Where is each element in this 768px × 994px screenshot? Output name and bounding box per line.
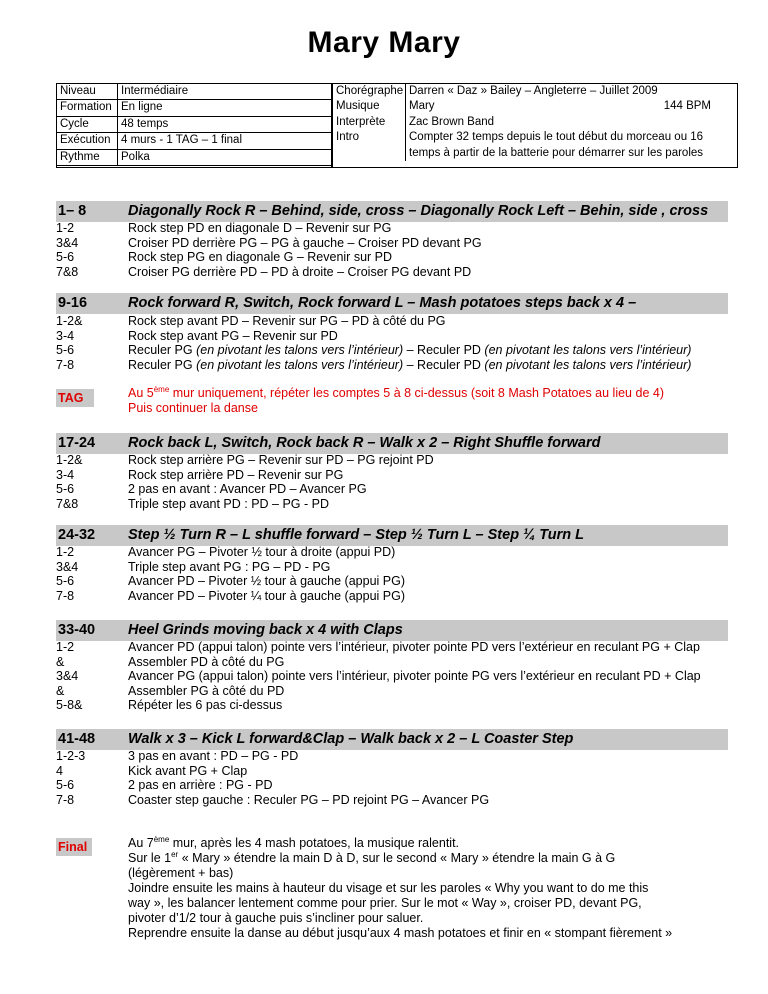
info-table-right [332, 83, 738, 168]
info-key: Musique [336, 100, 380, 113]
step-row [56, 545, 756, 560]
step-text: Avancer PD – Pivoter ¼ tour à gauche (appui PG) [128, 588, 406, 603]
section-steps [56, 640, 756, 713]
final-l1-post: mur, après les 4 mash potatoes, la musique ralentit. [169, 836, 460, 850]
info-value: 4 murs - 1 TAG – 1 final [117, 133, 331, 148]
tag-label: TAG [56, 389, 94, 407]
info-row-cycle [57, 117, 331, 133]
step-count: 7-8 [56, 357, 75, 372]
step-text: Assembler PG à côté du PD [128, 683, 285, 698]
step-count: 3&4 [56, 559, 79, 574]
step-count: 4 [56, 763, 63, 778]
step-text: Répéter les 6 pas ci-dessus [128, 698, 283, 712]
info-table-left [56, 83, 332, 168]
step-text: Rock step arrière PG – Revenir sur PD – PG rejoint PD [128, 453, 434, 467]
section-counts: 24-32 [58, 527, 96, 543]
info-key: Interprète [336, 115, 386, 128]
step-count: 5-6 [56, 482, 75, 496]
final-l2-post: « Mary » étendre la main D à D, sur le second « Mary » étendre la main G à G [178, 851, 616, 865]
step-count: & [56, 683, 65, 698]
info-key: Niveau [60, 85, 96, 97]
step-row [56, 764, 756, 779]
step-text: Avancer PD – Pivoter ½ tour à gauche (appui PG) [128, 574, 406, 588]
final-l3: (légèrement + bas) [128, 866, 234, 880]
step-count: 7&8 [56, 496, 79, 511]
info-value: 48 temps [117, 117, 331, 132]
step-row [56, 265, 756, 280]
step-row [56, 329, 756, 344]
final-l5: way », les balancer lentement comme pour prier. Sur le mot « Way », croiser PD, devant PG, [128, 896, 642, 910]
step-row [56, 236, 756, 251]
final-l2-pre: Sur le 1 [128, 851, 172, 865]
tag-line2: Puis continuer la danse [128, 401, 258, 415]
step-text: Rock step arrière PD – Revenir sur PG [128, 467, 344, 482]
info-row-formation [57, 100, 331, 116]
step-count: 7&8 [56, 264, 79, 279]
step-row [56, 655, 756, 670]
step-text: Triple step avant PG : PG – PD - PG [128, 559, 331, 574]
step-row [56, 684, 756, 699]
step-count: 7-8 [56, 792, 75, 807]
step-count: 5-6 [56, 778, 75, 792]
step-text: Coaster step gauche : Reculer PG – PD rejoint PG – Avancer PG [128, 792, 490, 807]
section-header [56, 620, 728, 641]
section-counts: 41-48 [58, 731, 96, 747]
final-l4: Joindre ensuite les mains à hauteur du visage et sur les paroles « Why you want to do me this [128, 881, 649, 895]
final-l1-pre: Au 7 [128, 836, 154, 850]
step-row [56, 468, 756, 483]
info-value: Compter 32 temps depuis le tout début du morceau ou 16 temps à partir de la batterie pour démarrer sur les paroles [405, 130, 737, 161]
section-steps [56, 749, 756, 807]
section-header [56, 433, 728, 454]
step-count: 3-4 [56, 328, 75, 343]
final-label: Final [56, 838, 92, 856]
music-title: Mary [409, 100, 435, 113]
info-key: Intro [336, 131, 360, 144]
section-title: Diagonally Rock R – Behind, side, cross – Diagonally Rock Left – Behin, side , cross [128, 203, 709, 219]
step-row [56, 497, 756, 512]
step-count: 7-8 [56, 588, 75, 603]
step-count: & [56, 654, 65, 669]
step-note: (en pivotant les talons vers l’intérieur) [196, 357, 404, 372]
final-l6: pivoter d’1/2 tour à gauche puis s’incliner pour saluer. [128, 911, 424, 925]
info-row-choreographe [333, 84, 737, 99]
final-text [128, 836, 758, 941]
info-value: Intermédiaire [117, 84, 331, 99]
section-header [56, 293, 728, 314]
step-text: Rock step PG en diagonale G – Revenir sur PD [128, 250, 393, 264]
section-title: Rock back L, Switch, Rock back R – Walk x 2 – Right Shuffle forward [128, 435, 601, 451]
tag-pre: Au 5 [128, 386, 154, 400]
info-value: Zac Brown Band [405, 115, 737, 130]
step-text: Assembler PD à côté du PG [128, 654, 285, 669]
section-title: Walk x 3 – Kick L forward&Clap – Walk back x 2 – L Coaster Step [128, 731, 574, 747]
step-row [56, 221, 756, 236]
tag-sup: ème [153, 384, 170, 394]
info-key: Exécution [60, 134, 111, 147]
step-row [56, 453, 756, 468]
step-row [56, 698, 756, 713]
step-text: Kick avant PG + Clap [128, 763, 248, 778]
step-count: 1-2 [56, 640, 75, 654]
section-steps [56, 314, 756, 372]
step-count: 1-2& [56, 453, 83, 467]
step-text-b: – Reculer PD [403, 357, 485, 372]
step-text-b: – Reculer PD [403, 343, 485, 357]
step-text-a: Reculer PG [128, 343, 197, 357]
step-row [56, 640, 756, 655]
section-counts: 1– 8 [58, 203, 87, 219]
info-row-intro [333, 130, 737, 161]
step-text [128, 358, 756, 373]
step-row [56, 314, 756, 329]
step-count: 5-6 [56, 250, 75, 264]
step-row [56, 778, 756, 793]
step-count: 5-6 [56, 574, 75, 588]
tag-text [128, 386, 664, 416]
info-row-interprete [333, 115, 737, 130]
step-count: 1-2& [56, 314, 83, 328]
music-bpm: 144 BPM [663, 100, 711, 113]
step-count: 3&4 [56, 669, 79, 683]
step-text-a: Reculer PG [128, 357, 197, 372]
section-counts: 9-16 [58, 295, 88, 311]
info-row-niveau [57, 84, 331, 100]
section-title: Step ½ Turn R – L shuffle forward – Step ½ Turn L – Step ¼ Turn L [128, 527, 585, 543]
step-text: Rock step avant PG – Revenir sur PD [128, 328, 338, 343]
section-steps [56, 453, 756, 511]
step-count: 3&4 [56, 235, 79, 250]
step-text: Avancer PD (appui talon) pointe vers l’intérieur, pivoter pointe PD vers l’extérieur en reculant PG + Clap [128, 640, 700, 654]
step-count: 1-2-3 [56, 749, 86, 763]
step-text: Avancer PG (appui talon) pointe vers l’intérieur, pivoter pointe PG vers l’extérieur en reculant PD + Clap [128, 669, 701, 683]
info-value: En ligne [117, 100, 331, 115]
step-count: 5-6 [56, 343, 75, 357]
step-text: 2 pas en arrière : PG - PD [128, 778, 273, 792]
page-title: Mary Mary [307, 26, 461, 59]
step-text: Rock step PD en diagonale D – Revenir sur PG [128, 221, 392, 235]
section-counts: 33-40 [58, 622, 96, 638]
info-row-musique [333, 99, 737, 114]
step-row [56, 482, 756, 497]
section-header [56, 729, 728, 750]
section-header [56, 201, 728, 222]
step-text: Rock step avant PD – Revenir sur PG – PD à côté du PG [128, 314, 446, 328]
info-value: Polka [117, 150, 331, 165]
step-text: Avancer PG – Pivoter ½ tour à droite (appui PD) [128, 545, 396, 559]
section-counts: 17-24 [58, 435, 96, 451]
final-l1-sup: ème [153, 834, 170, 844]
info-row-execution [57, 133, 331, 149]
step-row [56, 250, 756, 265]
step-count: 5-8& [56, 698, 83, 712]
final-l7: Reprendre ensuite la danse au début jusqu’aux 4 mash potatoes et finir en « stompant fièrement » [128, 926, 673, 940]
step-row [56, 343, 756, 358]
final-l2-sup: er [171, 849, 179, 859]
step-note: (en pivotant les talons vers l’intérieur) [196, 343, 404, 357]
step-note: (en pivotant les talons vers l’intérieur) [484, 357, 692, 372]
step-count: 1-2 [56, 221, 75, 235]
step-text: 3 pas en avant : PD – PG - PD [128, 749, 299, 763]
step-row [56, 793, 756, 808]
step-row [56, 358, 756, 373]
step-text: 2 pas en avant : Avancer PD – Avancer PG [128, 482, 367, 496]
step-row [56, 749, 756, 764]
step-text: Croiser PG derrière PD – PD à droite – Croiser PG devant PD [128, 264, 472, 279]
step-text: Triple step avant PD : PD – PG - PD [128, 496, 329, 511]
step-note: (en pivotant les talons vers l’intérieur) [484, 343, 692, 357]
step-row [56, 589, 756, 604]
info-key: Cycle [60, 117, 89, 130]
info-key: Chorégraphe [336, 85, 404, 97]
step-row [56, 560, 756, 575]
info-value [405, 99, 737, 114]
step-row [56, 669, 756, 684]
step-text: Croiser PD derrière PG – PG à gauche – Croiser PD devant PG [128, 235, 482, 250]
step-row [56, 574, 756, 589]
section-title: Rock forward R, Switch, Rock forward L – Mash potatoes steps back x 4 – [128, 295, 637, 311]
info-value: Darren « Daz » Bailey – Angleterre – Juillet 2009 [405, 84, 737, 99]
step-count: 3-4 [56, 467, 75, 482]
section-title: Heel Grinds moving back x 4 with Claps [128, 622, 403, 638]
section-steps [56, 221, 756, 279]
info-row-rythme [57, 150, 331, 166]
info-key: Formation [60, 101, 112, 114]
tag-line1: mur uniquement, répéter les comptes 5 à 8 ci-dessus (soit 8 Mash Potatoes au lieu de 4) [169, 386, 664, 400]
info-key: Rythme [60, 150, 100, 163]
step-count: 1-2 [56, 545, 75, 559]
step-text [128, 343, 756, 358]
section-header [56, 525, 728, 546]
section-steps [56, 545, 756, 603]
